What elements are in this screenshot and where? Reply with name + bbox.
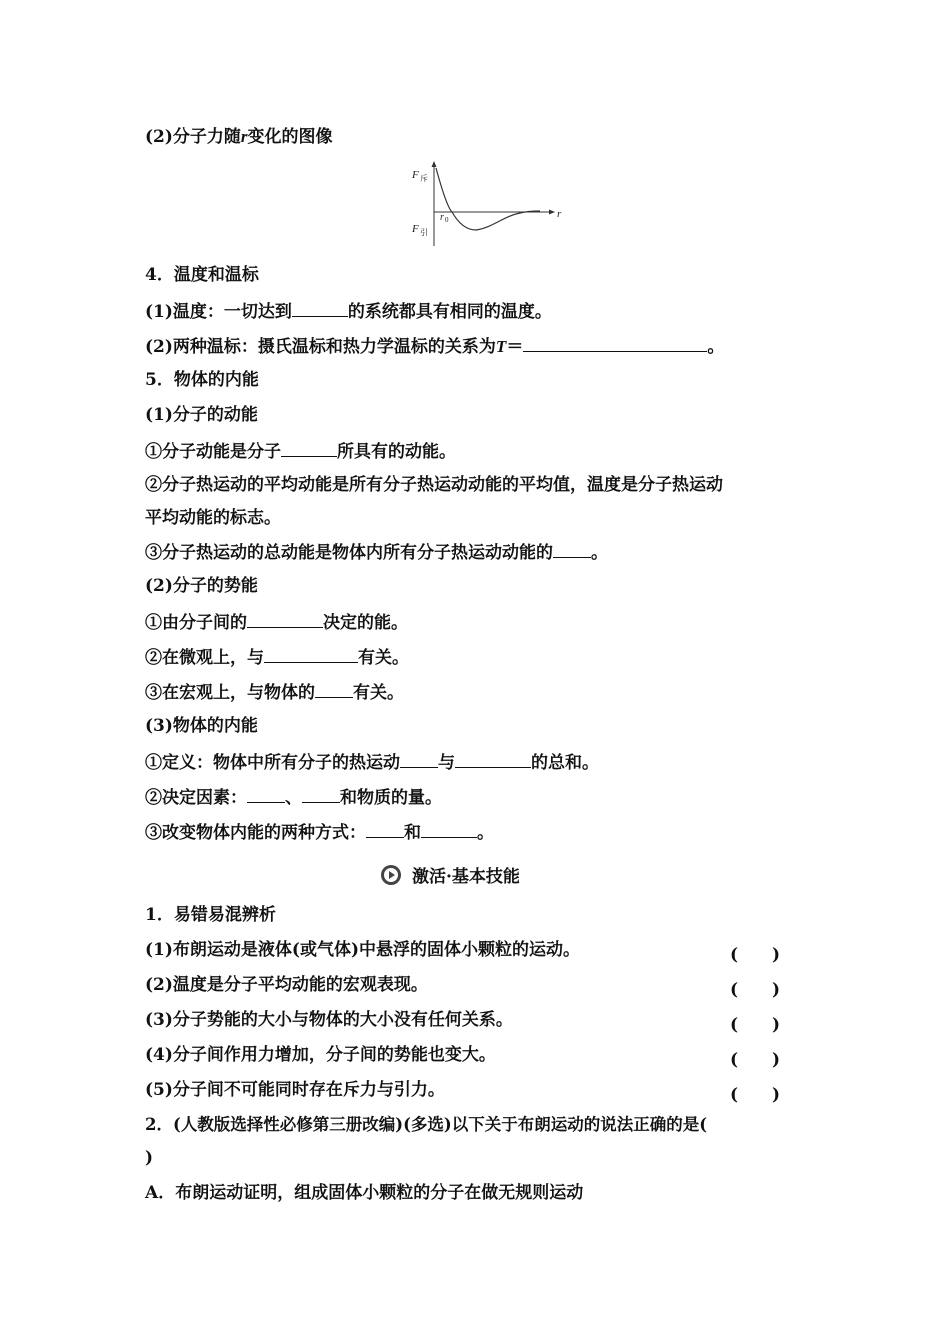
- s5-k3-1: ①定义：物体中所有分子的热运动 与 的总和。: [145, 753, 599, 773]
- answer-paren: ( ): [730, 945, 781, 965]
- q1-title: 1．易错易混辨析: [145, 905, 276, 925]
- s5-k2: (2)分子的势能: [145, 576, 258, 596]
- blank: [455, 751, 531, 768]
- q1-item-1: (1)布朗运动是液体(或气体)中悬浮的固体小颗粒的运动。: [145, 940, 581, 960]
- y-bottom-sub: 引: [420, 228, 428, 237]
- s5-k1: (1)分子的动能: [145, 405, 258, 425]
- blank: [366, 821, 404, 838]
- s5-k1-2b: 平均动能的标志。: [145, 508, 281, 528]
- graph-heading: (2)分子力随r变化的图像: [145, 127, 333, 147]
- q1-item-5: (5)分子间不可能同时存在斥力与引力。: [145, 1080, 445, 1100]
- y-top-label: F: [412, 169, 419, 181]
- q2-stem: 2．(人教版选择性必修第三册改编)(多选)以下关于布朗运动的说法正确的是(: [145, 1115, 708, 1134]
- blank: [553, 541, 591, 558]
- q1-item-4: (4)分子间作用力增加，分子间的势能也变大。: [145, 1045, 496, 1065]
- play-circle-icon: [380, 864, 402, 886]
- s5-k1-2a: ②分子热运动的平均动能是所有分子热运动动能的平均值，温度是分子热运动: [145, 475, 723, 495]
- section-header: [380, 862, 520, 887]
- s4-line-2: (2)两种温标：摄氏温标和热力学温标的关系为T＝ 。: [145, 337, 725, 357]
- blank: [247, 611, 323, 628]
- r0-sub: 0: [445, 216, 449, 224]
- blank: [400, 751, 438, 768]
- s5-k1-1: ①分子动能是分子 所具有的动能。: [145, 442, 456, 462]
- q2-option-a: A．布朗运动证明，组成固体小颗粒的分子在做无规则运动: [145, 1183, 584, 1203]
- q2-stem-end: ): [145, 1148, 154, 1168]
- q1-item-3: (3)分子势能的大小与物体的大小没有任何关系。: [145, 1010, 513, 1030]
- blank: [421, 821, 477, 838]
- x-axis-arrow: [549, 210, 555, 215]
- q1-item-2: (2)温度是分子平均动能的宏观表现。: [145, 975, 428, 995]
- answer-paren: ( ): [730, 1015, 781, 1035]
- y-bottom-label: F: [412, 223, 419, 235]
- s5-k2-3: ③在宏观上，与物体的 有关。: [145, 683, 404, 703]
- s5-k3-2: ②决定因素： 、 和物质的量。: [145, 788, 442, 808]
- s5-k2-2: ②在微观上，与 有关。: [145, 648, 409, 668]
- blank: [281, 440, 337, 457]
- answer-paren: ( ): [730, 1050, 781, 1070]
- answer-paren: ( ): [730, 980, 781, 1000]
- blank: [292, 300, 348, 317]
- blank: [315, 681, 353, 698]
- s5-k1-3: ③分子热运动的总动能是物体内所有分子热运动动能的 。: [145, 543, 608, 563]
- force-curve: [436, 168, 540, 230]
- r0-label: r: [440, 212, 444, 223]
- answer-paren: ( ): [730, 1085, 781, 1105]
- section-header-title: 激活·基本技能: [412, 867, 520, 887]
- section-4-title: 4．温度和温标: [145, 265, 259, 285]
- y-axis-arrow: [432, 161, 437, 167]
- blank: [523, 335, 707, 352]
- x-axis-label: r: [557, 208, 562, 220]
- section-5-title: 5．物体的内能: [145, 370, 259, 390]
- force-distance-graph: [412, 160, 562, 248]
- s4-line-1: (1)温度：一切达到 的系统都具有相同的温度。: [145, 302, 552, 322]
- s5-k3: (3)物体的内能: [145, 716, 258, 736]
- s5-k2-1: ①由分子间的 决定的能。: [145, 613, 408, 633]
- blank: [247, 786, 285, 803]
- blank: [302, 786, 340, 803]
- s5-k3-3: ③改变物体内能的两种方式： 和 。: [145, 823, 494, 843]
- blank: [264, 646, 358, 663]
- y-top-sub: 斥: [420, 174, 428, 183]
